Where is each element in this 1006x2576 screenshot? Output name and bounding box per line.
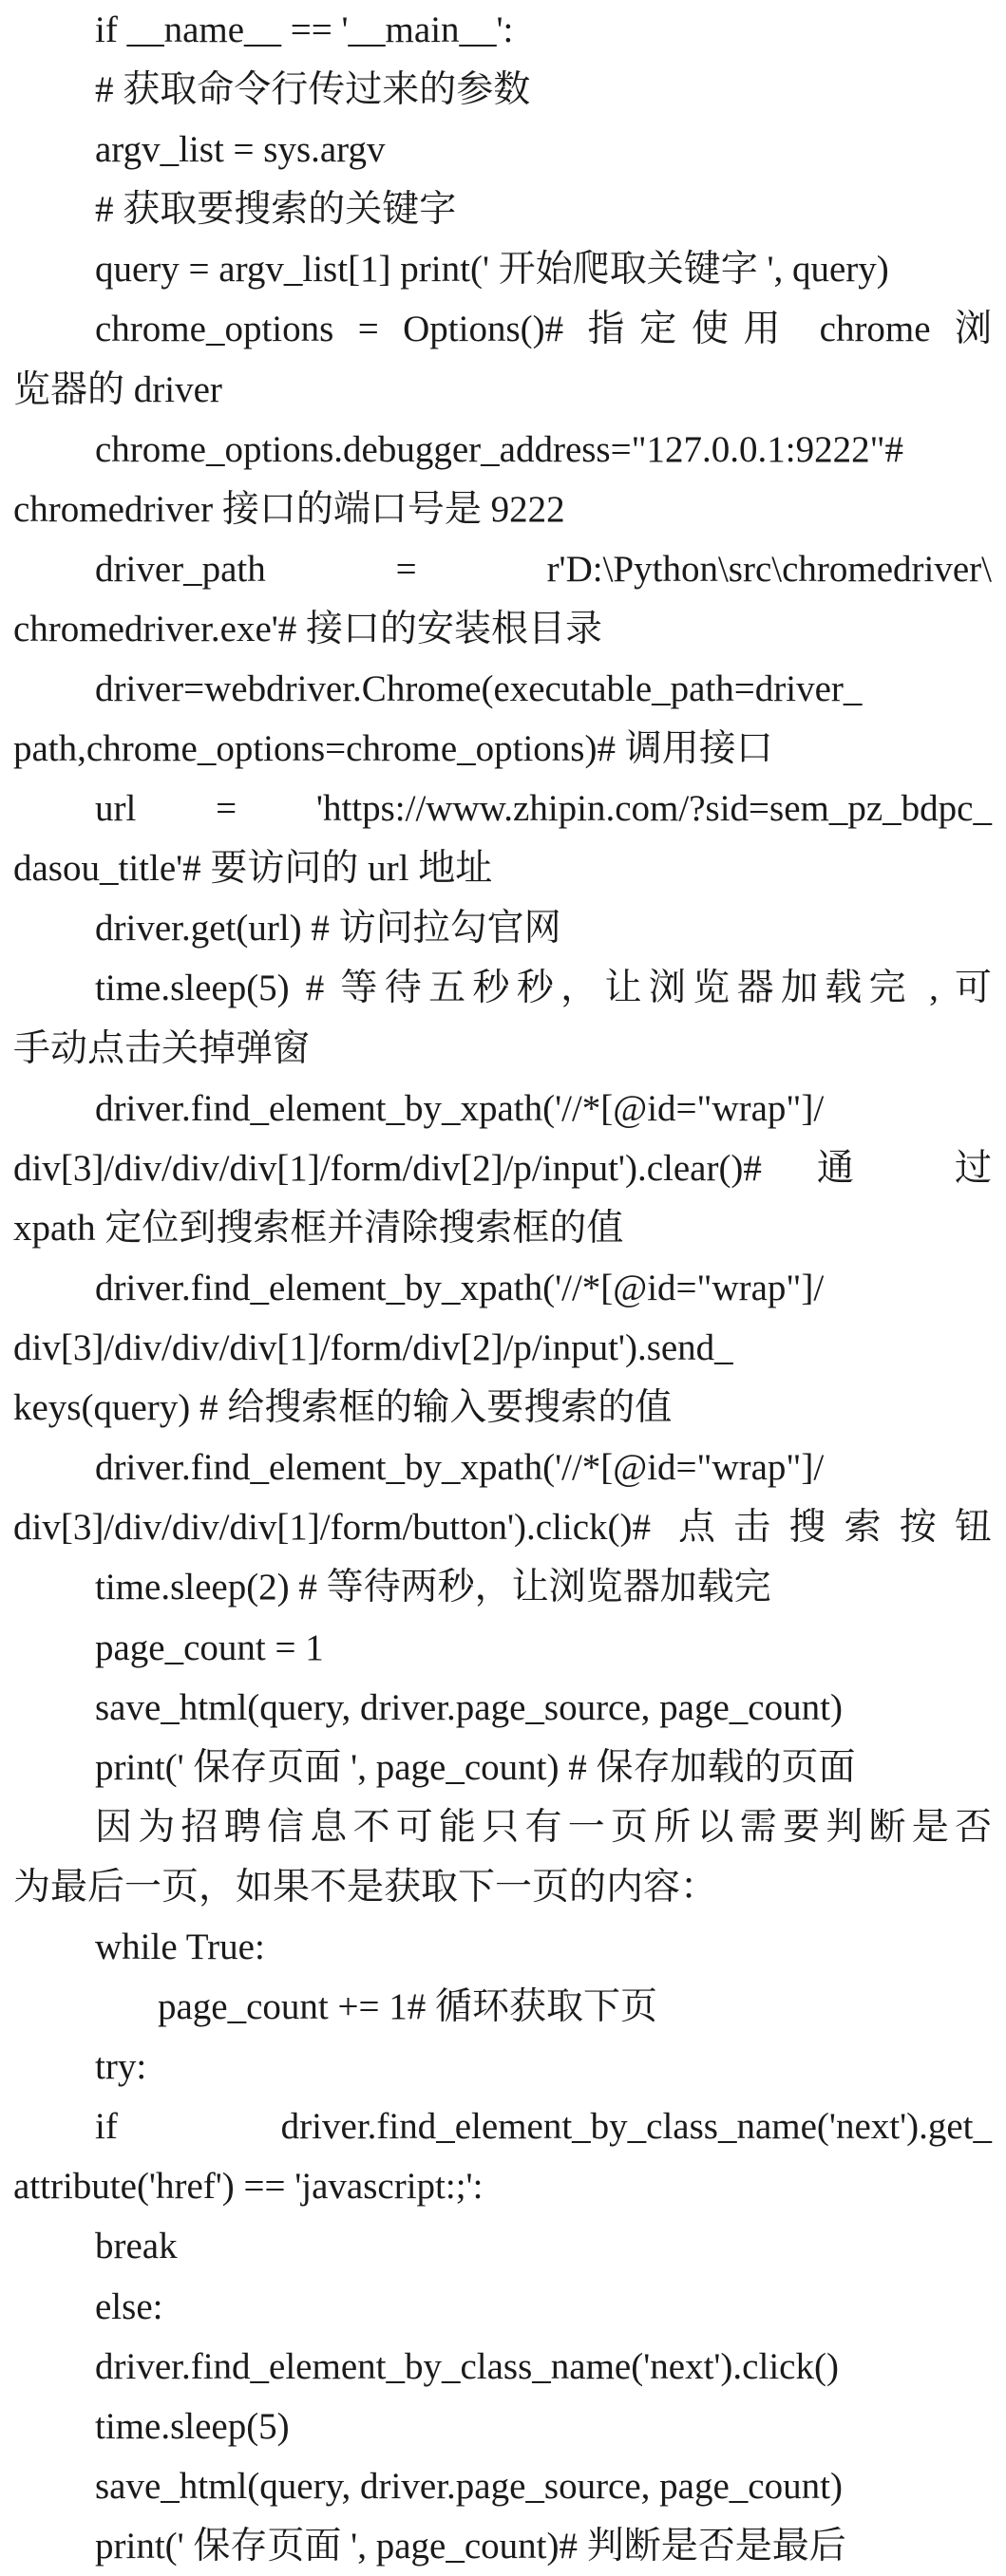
code-line-continuation: path,chrome_options=chrome_options)# 调用接口 <box>13 728 773 769</box>
code-line: try: <box>95 2046 147 2087</box>
code-line: driver.find_element_by_xpath('//*[@id="wrap"]/ <box>95 1447 825 1488</box>
code-line: driver.get(url) # 访问拉勾官网 <box>95 908 561 949</box>
code-line: query = argv_list[1] print(' 开始爬取关键字 ', query) <box>95 249 889 290</box>
code-line: page_count = 1 <box>95 1627 324 1668</box>
code-line: chrome_options.debugger_address="127.0.0.1:9222"# <box>95 429 904 470</box>
code-line-continuation: keys(query) # 给搜索框的输入要搜索的值 <box>13 1387 673 1428</box>
code-line: page_count += 1# 循环获取下页 <box>158 1986 658 2027</box>
code-line: driver_path = r'D:\Python\src\chromedriver\ <box>95 549 992 590</box>
code-line-continuation: 览器的 driver <box>13 369 222 410</box>
code-line: else: <box>95 2286 163 2327</box>
code-line-continuation: 手动点击关掉弹窗 <box>13 1028 311 1069</box>
code-line: argv_list = sys.argv <box>95 129 386 170</box>
code-line: save_html(query, driver.page_source, page_count) <box>95 1687 843 1728</box>
code-line: time.sleep(2) # 等待两秒，让浏览器加载完 <box>95 1567 771 1608</box>
code-line: driver.find_element_by_xpath('//*[@id="wrap"]/ <box>95 1268 825 1308</box>
code-line-continuation: xpath 定位到搜索框并清除搜索框的值 <box>13 1208 624 1249</box>
prose-line: 为最后一页，如果不是获取下一页的内容： <box>13 1867 718 1908</box>
code-line: driver=webdriver.Chrome(executable_path=driver_ <box>95 668 863 709</box>
code-line: if driver.find_element_by_class_name('next').get_ <box>95 2106 992 2147</box>
code-line: time.sleep(5) # 等待五秒秒，让浏览器加载完 , 可 <box>95 968 992 1008</box>
code-line: print(' 保存页面 ', page_count)# 判断是否是最后 <box>95 2526 846 2567</box>
code-line: print(' 保存页面 ', page_count) # 保存加载的页面 <box>95 1747 856 1788</box>
comment-line: # 获取命令行传过来的参数 <box>95 69 531 110</box>
code-line: save_html(query, driver.page_source, page_count) <box>95 2466 843 2507</box>
code-line-continuation: attribute('href') == 'javascript:;': <box>13 2166 484 2207</box>
code-line: chrome_options = Options()# 指定使用 chrome 浏 <box>95 309 992 349</box>
code-line: break <box>95 2226 178 2266</box>
prose-line: 因为招聘信息不可能只有一页所以需要判断是否 <box>95 1807 992 1848</box>
code-line: url = 'https://www.zhipin.com/?sid=sem_pz_bdpc_ <box>95 788 992 829</box>
code-line-continuation: div[3]/div/div/div[1]/form/button').click()# 点击搜索按钮 <box>13 1507 992 1548</box>
comment-line: # 获取要搜索的关键字 <box>95 189 457 230</box>
code-line-continuation: div[3]/div/div/div[1]/form/div[2]/p/input').clear()# 通 过 <box>13 1148 992 1189</box>
code-line-continuation: dasou_title'# 要访问的 url 地址 <box>13 848 493 889</box>
code-line-continuation: chromedriver 接口的端口号是 9222 <box>13 489 565 530</box>
code-line: driver.find_element_by_class_name('next').click() <box>95 2346 839 2387</box>
code-line: while True: <box>95 1927 265 1967</box>
code-line-continuation: chromedriver.exe'# 接口的安装根目录 <box>13 609 603 649</box>
code-line: if __name__ == '__main__': <box>95 9 514 50</box>
code-line-continuation: div[3]/div/div/div[1]/form/div[2]/p/input').send_ <box>13 1327 733 1368</box>
code-line: time.sleep(5) <box>95 2406 290 2447</box>
code-line: driver.find_element_by_xpath('//*[@id="wrap"]/ <box>95 1088 825 1129</box>
